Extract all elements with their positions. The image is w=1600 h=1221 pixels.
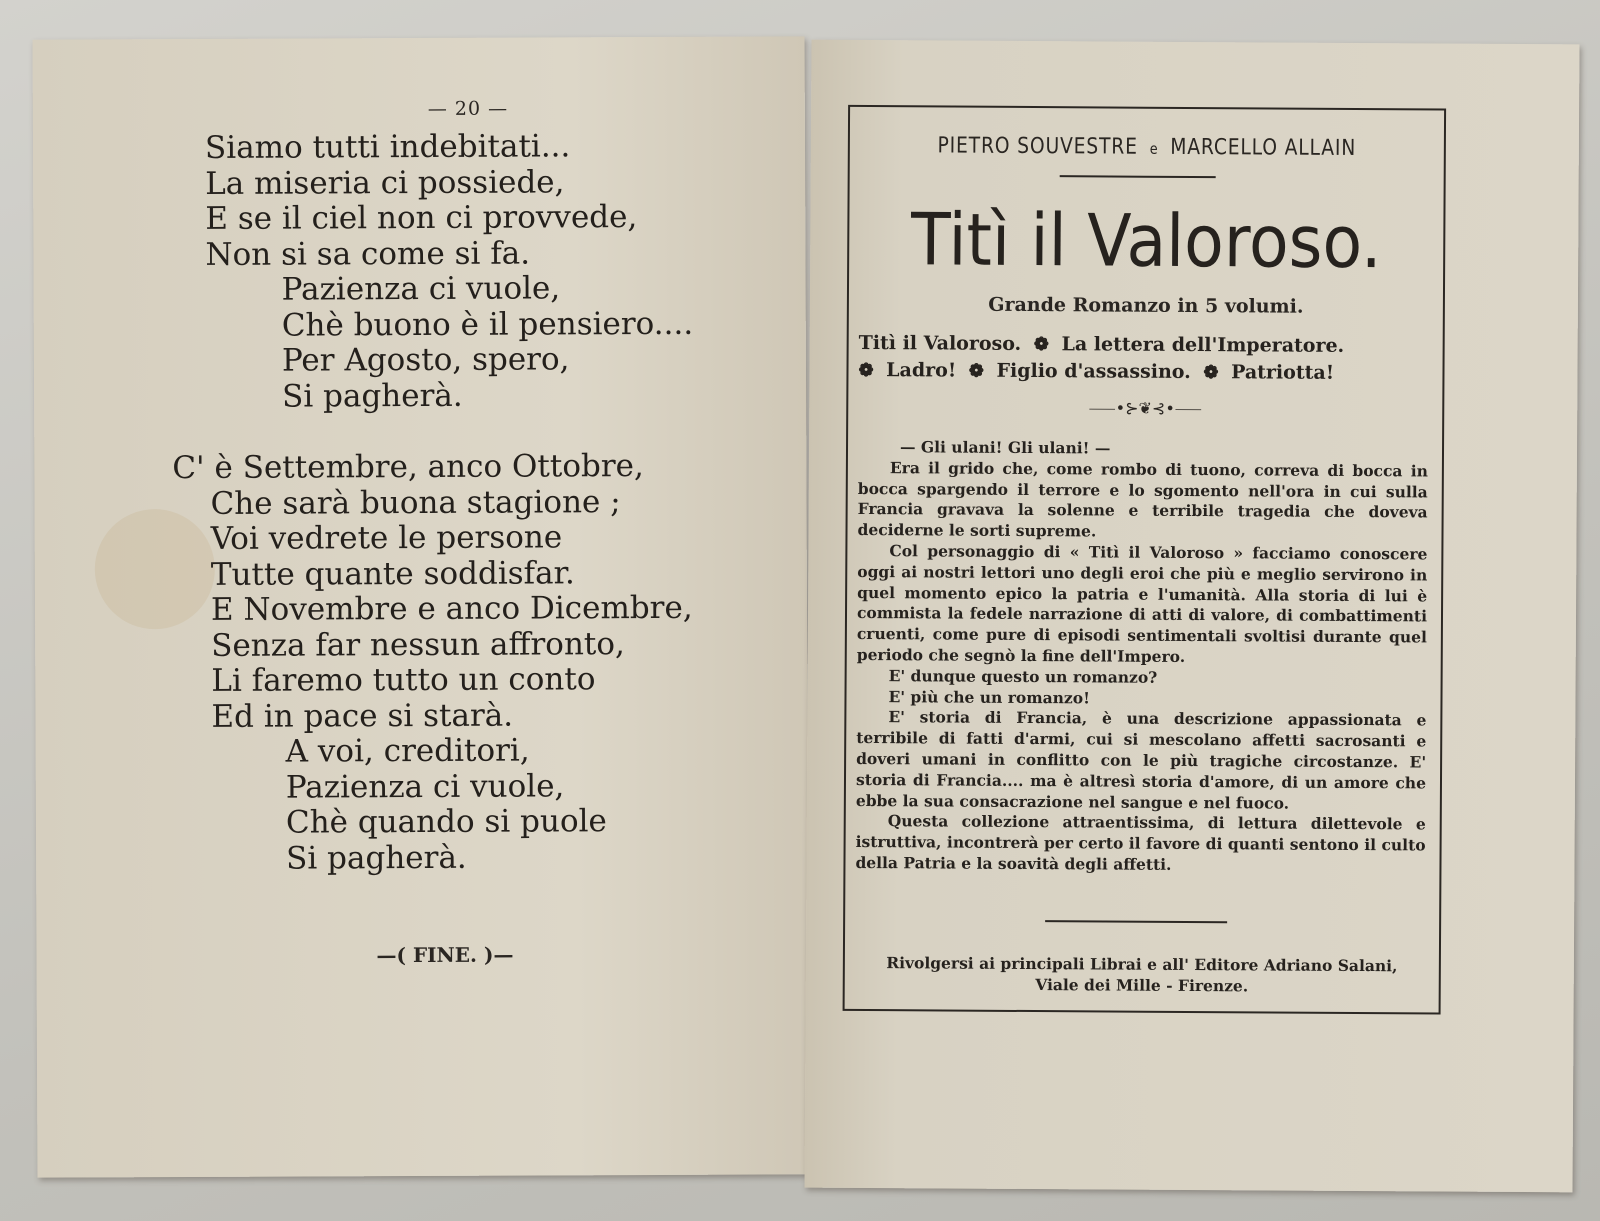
subtitle: Grande Romanzo in 5 volumi. [988,293,1304,318]
authors [894,133,1399,161]
description-paragraph: Col personaggio di « Titì il Valoroso » facciamo conoscere oggi ai nostri lettori uno degli eroi che più e meglio servirono in quel momento epico la patria e l'umanità. Alla storia di lui è commista la fedele narrazione di atti di valore, di combattimenti cruenti, come pure di episodi sentimentali svoltisi durante quel periodo che segnò la fine dell'Impero. [856,541,1428,666]
description-paragraph: Questa collezione attraentissima, di lettura dilettevole e istruttiva, incontrerà per certo il favore di quanti sentono il culto della Patria e la soavità degli affetti. [855,811,1426,874]
verse-line: Voi vedrete le persone [210,519,563,557]
verse-line: Per Agosto, spero, [281,341,570,379]
author-conjunction: e [1149,139,1159,158]
verse-line: Pazienza ci vuole, [281,270,561,308]
page-number: — 20 — [427,97,509,120]
ornament-divider: ⸺•⊱❦⊰•⸺ [1088,398,1202,419]
description-paragraph: Era il grido che, come rombo di tuono, correva di bocca in bocca spargendo il terrore e lo sgomento nell'ora in cui sulla Francia gravava la solenne e terribile tragedia che doveva deciderne le sorti supreme. [857,457,1428,541]
verse-line: Non si sa come si fa. [205,235,531,273]
flower-separator-icon: ❁ [968,360,984,382]
volume-list-line-2 [858,359,1432,385]
verse-line: E se il ciel non ci provvede, [205,199,638,237]
title-rule [1060,175,1216,178]
description-paragraph: E' più che un romanzo! [888,686,1090,707]
volume-title: Figlio d'assassino. [996,359,1191,383]
flower-separator-icon: ❁ [1033,334,1050,356]
volume-title: Ladro! [886,359,957,382]
author-2: MARCELLO ALLAIN [1170,134,1357,161]
verse-line: Chè buono è il pensiero.... [281,305,694,344]
book-title: Titì il Valoroso. [910,197,1382,285]
left-page [33,36,810,1177]
description-paragraph: — Gli ulani! Gli ulani! — [899,437,1111,458]
advertisement-box [843,105,1447,1015]
verse-line: La miseria ci possiede, [205,163,565,202]
verse-line: Siamo tutti indebitati... [204,128,571,166]
description-paragraph: E' dunque questo un romanzo? [888,665,1158,687]
flower-separator-icon: ❁ [858,359,874,382]
volume-title: Patriotta! [1231,361,1335,384]
footer-rule [1045,920,1227,923]
verse-line: E Novembre e anco Dicembre, [210,589,693,628]
verse-line: Pazienza ci vuole, [285,767,565,806]
author-1: PIETRO SOUVESTRE [937,133,1138,160]
volume-list-line-1 [859,332,1433,358]
stanza-2 [172,449,694,877]
verse-line: Tutte quante soddisfar. [210,554,575,593]
verse-line: Chè quando si puole [285,803,607,841]
verse-line: C' è Settembre, anco Ottobre, [172,448,644,487]
publisher-address: Viale dei Mille - Firenze. [1035,975,1249,996]
verse-line: Si pagherà. [281,377,463,415]
publisher-line: Rivolgersi ai principali Librai e all' Editore Adriano Salani, [886,953,1398,976]
description-text [855,437,1428,877]
verse-line: Che sarà buona stagione ; [210,483,621,522]
volume-title: La lettera dell'Imperatore. [1061,333,1345,357]
publisher-note [855,952,1429,998]
volume-title: Titì il Valoroso. [858,331,1022,355]
verse-line: Si pagherà. [286,839,467,877]
stanza-1 [205,129,694,415]
right-page [805,40,1580,1193]
description-paragraph: E' storia di Francia, è una descrizione appassionata e terribile di fatti d'armi, cui si mescolano affetti sacrosanti e doveri umani in conflitto con le più tragiche circostanze. E' storia di Francia.... ma è altresì storia d'amore, di un amore che ebbe la sua consacrazione nel sangue e nel fuoco. [855,707,1427,813]
verse-line: Li faremo tutto un conto [211,661,596,699]
verse-line: Ed in pace si starà. [211,697,514,735]
flower-separator-icon: ❁ [1203,362,1219,384]
verse-line: Senza far nessun affronto, [211,625,625,664]
end-marker: —( FINE. )— [376,942,514,968]
verse-line: A voi, creditori, [285,732,530,770]
